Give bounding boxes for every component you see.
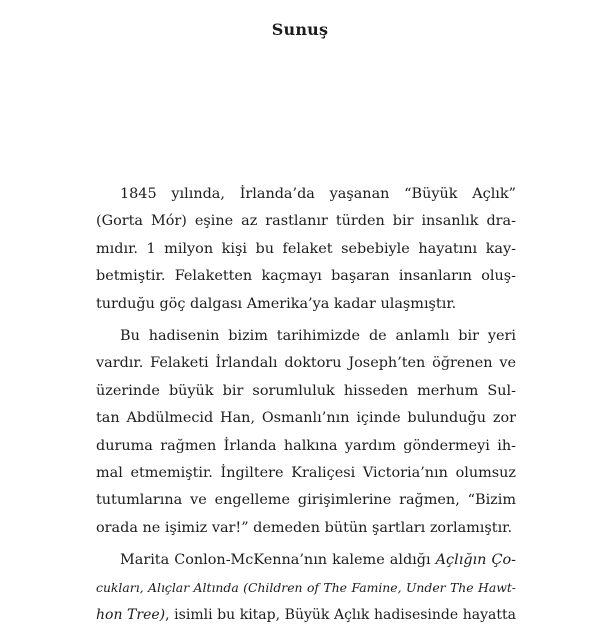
book-title-italic: hon Tree) <box>96 606 166 623</box>
page-title: Sunuş <box>271 20 329 39</box>
text-line: orada ne işimiz var!” demeden bütün şartları zorlamıştır. <box>96 519 513 536</box>
text-line: betmiştir. Felaketten kaçmayı başaran insanların oluş- <box>96 268 516 285</box>
text-line <box>96 574 516 601</box>
body-text <box>96 181 516 629</box>
paragraph-3 <box>96 547 516 629</box>
text-line: mıdır. 1 milyon kişi bu felaket sebebiyle hayatını kay- <box>96 240 516 257</box>
text-line <box>96 602 516 629</box>
text-line: mal etmemiştir. İngiltere Kraliçesi Victoria’nın olumsuz <box>96 464 516 481</box>
text-line: (Gorta Mór) eşine az rastlanır türden bir insanlık dra- <box>96 213 516 230</box>
text-line: tutumlarına ve engelleme girişimlerine rağmen, “Bizim <box>96 492 516 509</box>
text-line: Bu hadisenin bizim tarihimizde de anlamlı bir yeri <box>120 327 516 344</box>
line-text: Marita Conlon-McKenna’nın kaleme aldığı <box>120 552 436 569</box>
book-title-italic: cukları, Alıçlar Altında (Children of The Famine, Under The Hawt- <box>96 580 516 596</box>
text-line: turduğu göç dalgası Amerika’ya kadar ulaşmıştır. <box>96 295 457 312</box>
line-text: , isimli bu kitap, Büyük Açlık hadisesinde hayatta <box>165 606 516 623</box>
text-line: duruma rağmen İrlanda halkına yardım göndermeyi ih- <box>96 437 516 454</box>
text-line: vardır. Felaketi İrlandalı doktoru Joseph’ten öğrenen ve <box>96 355 516 372</box>
book-title-italic: Açlığın Ço- <box>435 552 516 569</box>
paragraph-1 <box>96 181 516 318</box>
text-line <box>96 547 516 574</box>
text-line: 1845 yılında, İrlanda’da yaşanan “Büyük Açlık” <box>120 186 516 202</box>
text-line: üzerinde büyük bir sorumluluk hisseden merhum Sul- <box>96 382 516 399</box>
paragraph-2 <box>96 323 516 542</box>
text-line: tan Abdülmecid Han, Osmanlı’nın içinde bulunduğu zor <box>96 410 516 427</box>
